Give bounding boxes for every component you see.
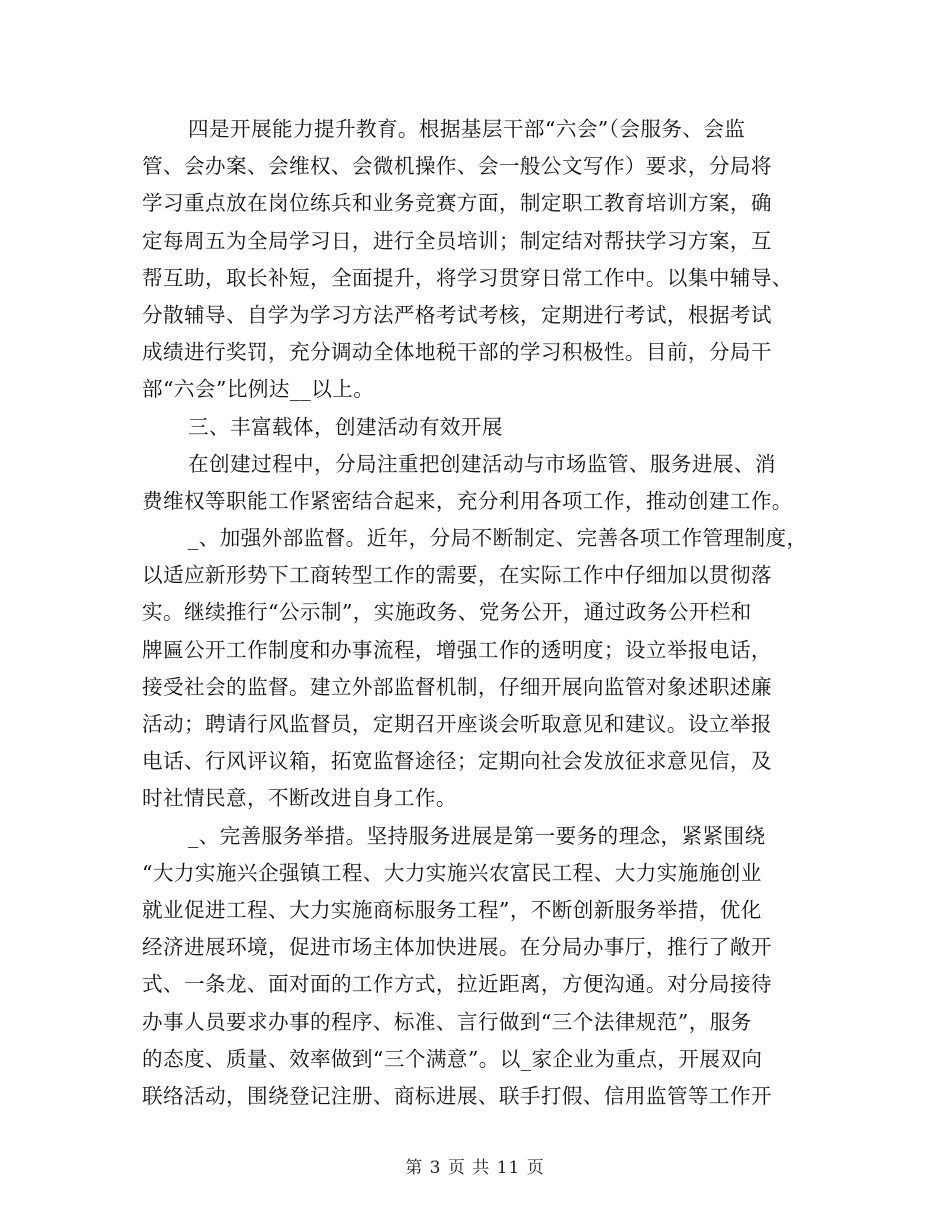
paragraph-line: 联络活动，围绕登记注册、商标进展、联手打假、信用监管等工作开: [142, 1083, 772, 1108]
paragraph-line: 以适应新形势下工商转型工作的需要，在实际工作中仔细加以贯彻落: [142, 563, 772, 588]
paragraph-line: 成绩进行奖罚，充分调动全体地税干部的学习积极性。目前，分局干: [142, 340, 772, 365]
paragraph-line: 学习重点放在岗位练兵和业务竞赛方面，制定职工教育培训方案，确: [142, 191, 772, 216]
paragraph-line: 四是开展能力提升教育。根据基层干部“六会”（会服务、会监: [188, 117, 746, 141]
paragraph-line: 时社情民意，不断改进自身工作。: [142, 786, 457, 811]
paragraph-line: 费维权等职能工作紧密结合起来，充分利用各项工作，推动创建工作。: [142, 488, 793, 513]
paragraph-line: _、完善服务举措。坚持服务进展是第一要务的理念，紧紧围绕: [188, 823, 766, 848]
paragraph-line: 式、一条龙、面对面的工作方式，拉近距离，方便沟通。对分局接待: [142, 972, 772, 997]
paragraph-line: 定每周五为全局学习日，进行全员培训；制定结对帮扶学习方案，互: [142, 228, 772, 253]
paragraph-line: 牌匾公开工作制度和办事流程，增强工作的透明度；设立举报电话，: [142, 637, 772, 662]
paragraph-line: 管、会办案、会维权、会微机操作、会一般公文写作）要求，分局将: [142, 154, 772, 179]
paragraph-line: 在创建过程中，分局注重把创建活动与市场监管、服务进展、消: [188, 451, 776, 476]
section-heading: 三、丰富载体，创建活动有效开展: [188, 414, 503, 439]
document-body: [142, 111, 832, 1115]
paragraph-line: 实。继续推行“公示制”，实施政务、党务公开，通过政务公开栏和: [142, 600, 752, 625]
paragraph-line: 就业促进工程、大力实施商标服务工程”，不断创新服务举措，优化: [142, 897, 762, 922]
paragraph-line: “大力实施兴企强镇工程、大力实施兴农富民工程、大力实施施创业: [142, 860, 762, 885]
paragraph-line: 接受社会的监督。建立外部监督机制，仔细开展向监管对象述职述廉: [142, 674, 772, 699]
paragraph-line: 办事人员要求办事的程序、标准、言行做到“三个法律规范”，服务: [142, 1009, 752, 1034]
paragraph-line: 的态度、质量、效率做到“三个满意”。以_家企业为重点，开展双向: [142, 1046, 763, 1071]
paragraph-line: 分散辅导、自学为学习方法严格考试考核，定期进行考试，根据考试: [142, 302, 772, 327]
paragraph-line: _、加强外部监督。近年，分局不断制定、完善各项工作管理制度，: [188, 526, 808, 551]
paragraph-line: 经济进展环境，促进市场主体加快进展。在分局办事厅，推行了敞开: [142, 935, 772, 960]
paragraph-line: 活动；聘请行风监督员，定期召开座谈会听取意见和建议。设立举报: [142, 712, 772, 736]
paragraph-line: 电话、行风评议箱，拓宽监督途径；定期向社会发放征求意见信，及: [142, 749, 772, 774]
paragraph-line: 部“六会”比例达__以上。: [142, 377, 375, 402]
paragraph-line: 帮互助，取长补短，全面提升，将学习贯穿日常工作中。以集中辅导、: [142, 265, 793, 290]
page-number-footer: 第 3 页 共 11 页: [405, 1158, 545, 1178]
